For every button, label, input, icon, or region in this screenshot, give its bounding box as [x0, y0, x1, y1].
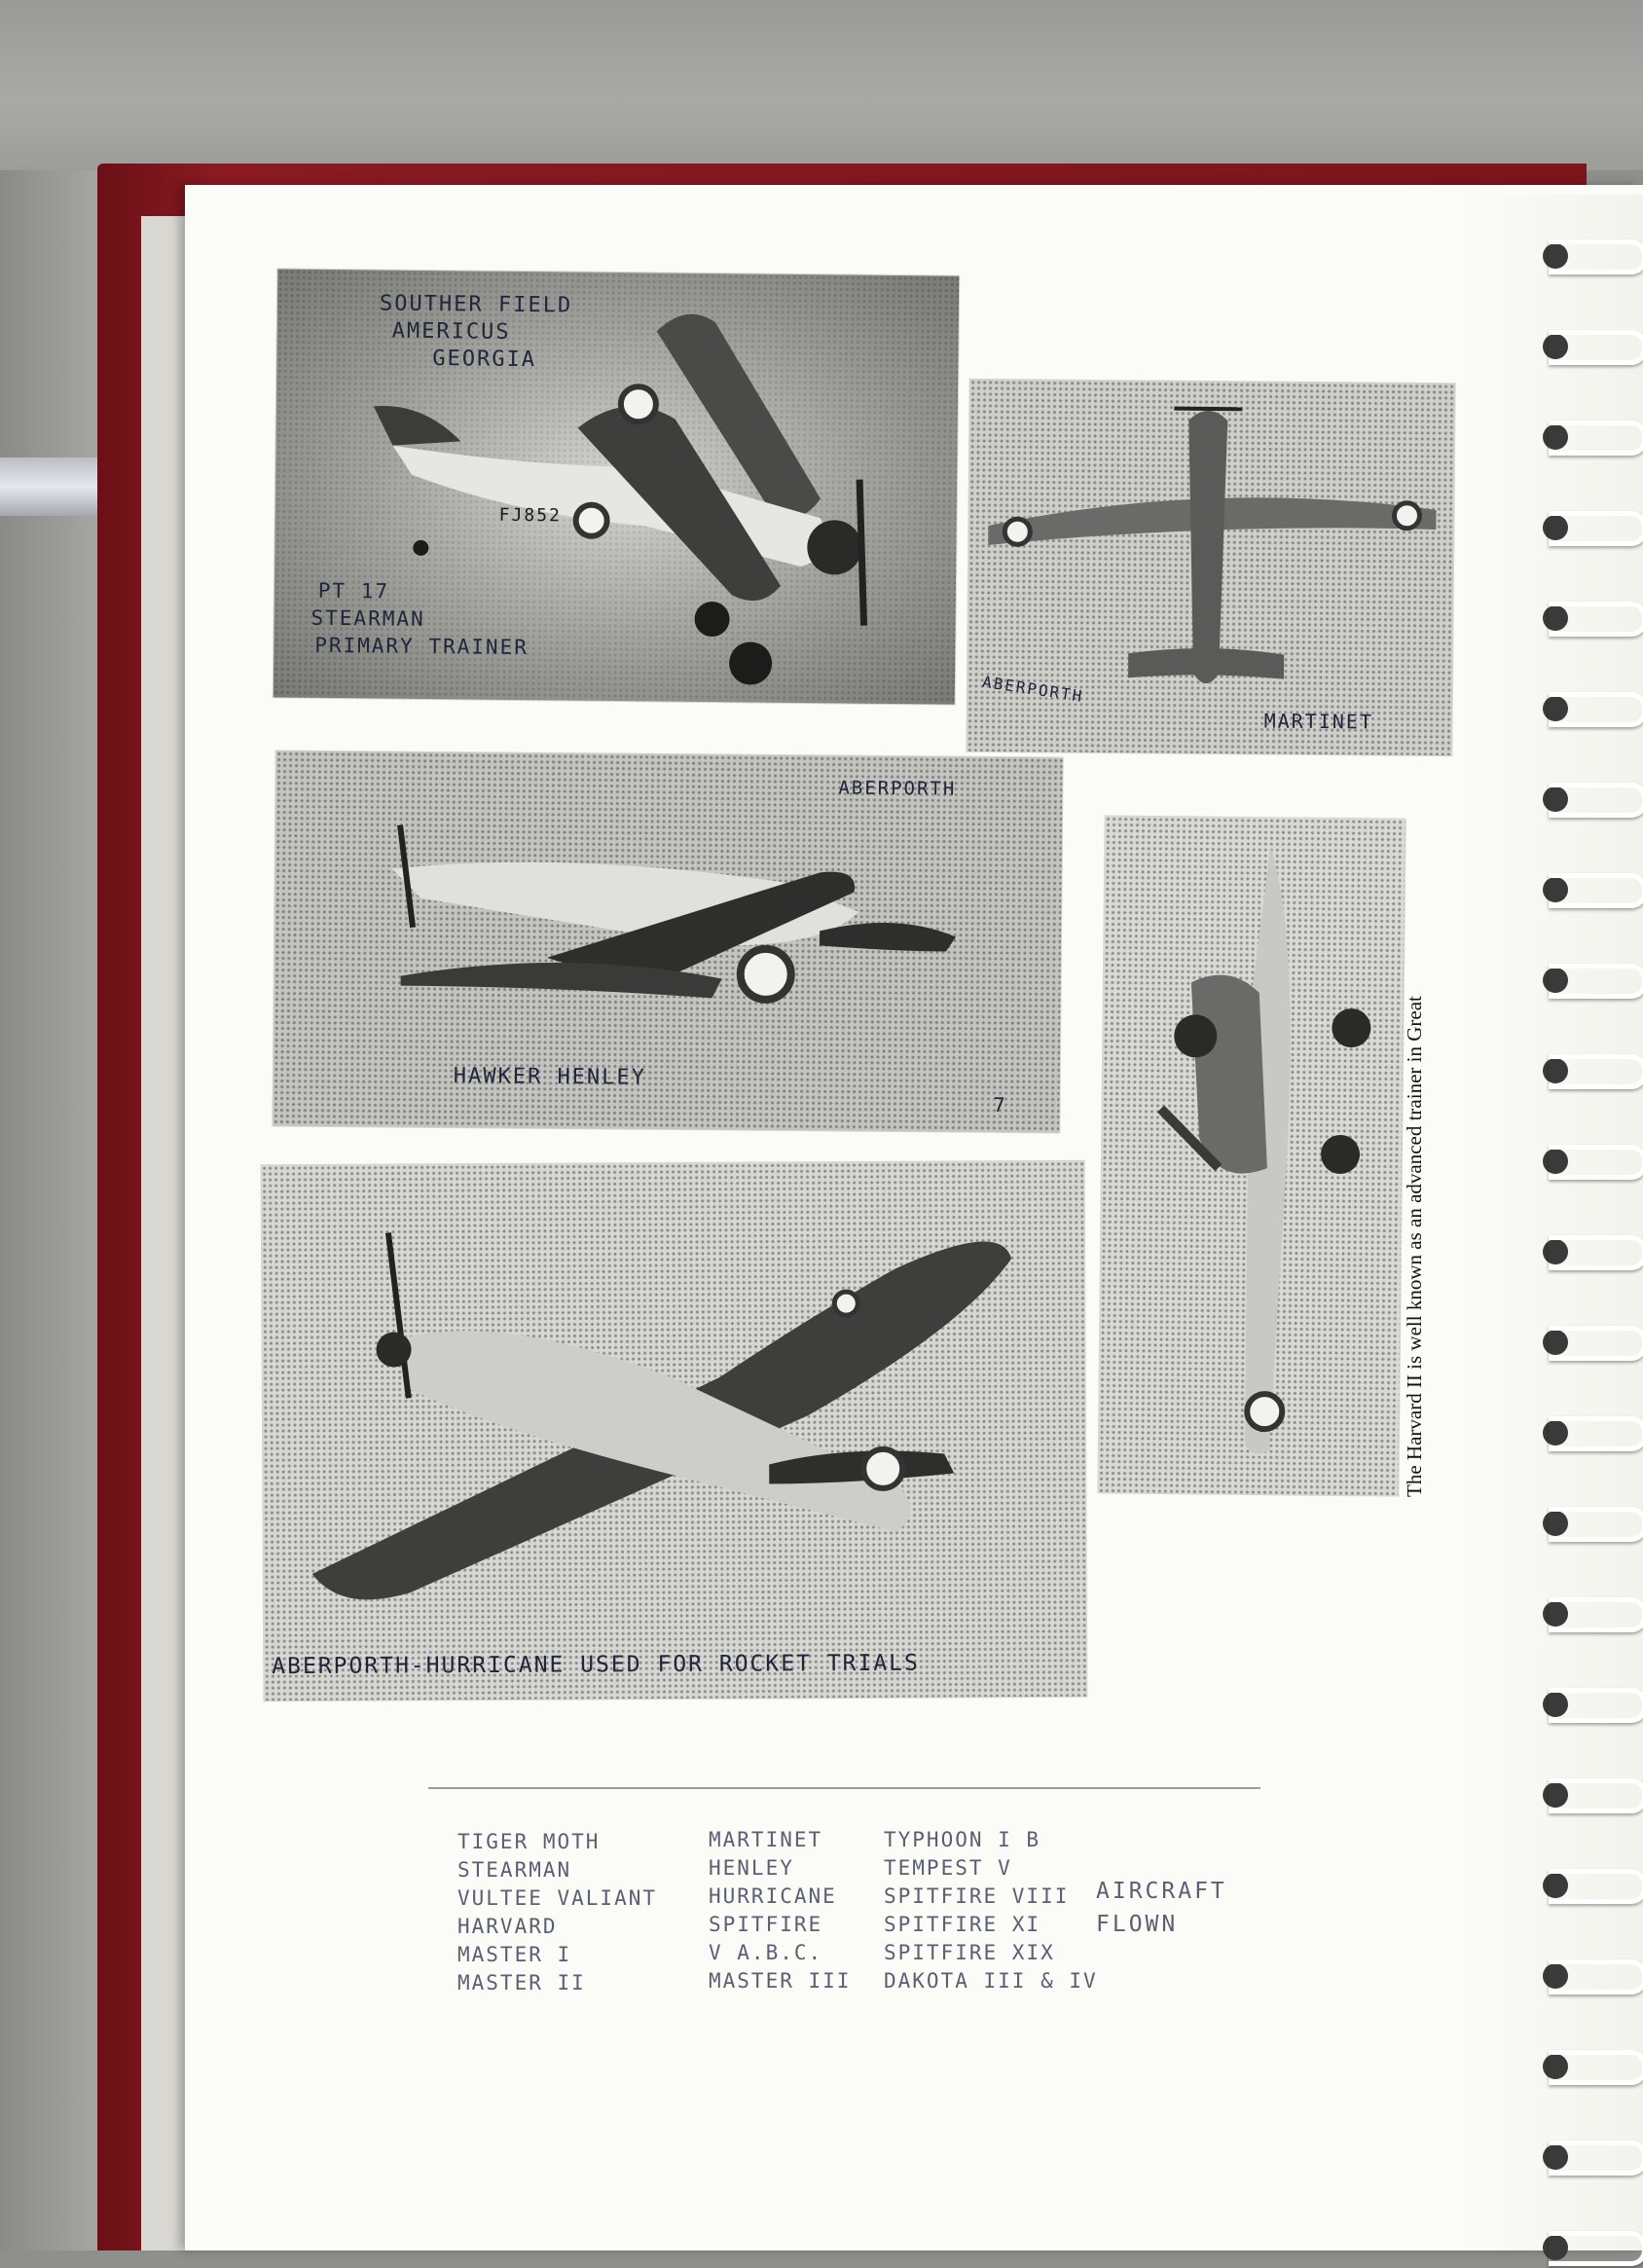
- spiral-binding-ring-icon: [1533, 415, 1640, 457]
- aircraft-entry: MASTER I: [457, 1943, 572, 1966]
- photo-henley: [273, 750, 1062, 1132]
- harvard-printed-caption: The Harvard II is well known as an advanced trainer in Great: [1403, 996, 1426, 1497]
- stearman-location-line-3: GEORGIA: [432, 347, 537, 373]
- photo-hurricane: [262, 1161, 1087, 1701]
- henley-aircraft-icon: [273, 750, 1062, 1132]
- aircraft-entry: HURRICANE: [709, 1884, 837, 1908]
- spiral-binding-ring-icon: [1533, 505, 1640, 548]
- label-line: FLOWN: [1096, 1912, 1179, 1937]
- aircraft-entry: SPITFIRE XI: [884, 1913, 1041, 1936]
- spiral-binding-ring-icon: [1533, 1501, 1640, 1544]
- spiral-binding: [1533, 234, 1643, 2239]
- aircraft-entry: TEMPEST V: [884, 1856, 1012, 1880]
- spiral-binding-ring-icon: [1533, 1773, 1640, 1815]
- aircraft-flown-label: [1096, 1875, 1227, 1941]
- section-divider: [428, 1787, 1260, 1789]
- spiral-binding-ring-icon: [1533, 2225, 1640, 2268]
- stearman-location-line-1: SOUTHER FIELD: [379, 291, 573, 318]
- photo-harvard: [1098, 816, 1405, 1495]
- aircraft-entry: DAKOTA III & IV: [884, 1969, 1098, 1993]
- scanner-light-strip: [0, 457, 97, 516]
- spiral-binding-ring-icon: [1533, 324, 1640, 367]
- spiral-binding-ring-icon: [1533, 1863, 1640, 1906]
- aircraft-entry: V A.B.C.: [709, 1941, 823, 1964]
- aircraft-entry: VULTEE VALIANT: [457, 1886, 658, 1910]
- aircraft-entry: SPITFIRE XIX: [884, 1941, 1055, 1964]
- scanner-background: [0, 0, 1643, 170]
- aircraft-entry: HARVARD: [457, 1915, 558, 1938]
- spiral-binding-ring-icon: [1533, 1139, 1640, 1182]
- spiral-binding-ring-icon: [1533, 1229, 1640, 1272]
- spiral-binding-ring-icon: [1533, 1320, 1640, 1363]
- spiral-binding-ring-icon: [1533, 1591, 1640, 1634]
- spiral-binding-ring-icon: [1533, 686, 1640, 729]
- spiral-binding-ring-icon: [1533, 958, 1640, 1001]
- henley-corner-mark: 7: [993, 1092, 1007, 1117]
- hurricane-caption: ABERPORTH-HURRICANE USED FOR ROCKET TRIALS: [272, 1650, 920, 1680]
- stearman-caption-line-1: PT 17: [317, 578, 390, 604]
- henley-location: ABERPORTH: [838, 777, 957, 800]
- aircraft-entry: SPITFIRE: [709, 1913, 823, 1936]
- photo-martinet: [967, 380, 1454, 755]
- martinet-location: ABERPORTH: [981, 672, 1085, 707]
- aircraft-entry: STEARMAN: [457, 1858, 572, 1882]
- aircraft-entry: HENLEY: [709, 1856, 794, 1880]
- spiral-binding-ring-icon: [1533, 1410, 1640, 1453]
- spiral-binding-ring-icon: [1533, 1048, 1640, 1091]
- aircraft-entry: MARTINET: [709, 1828, 823, 1851]
- hurricane-aircraft-icon: [262, 1161, 1087, 1701]
- label-line: AIRCRAFT: [1096, 1879, 1227, 1904]
- stearman-caption-line-2: STEARMAN: [310, 605, 425, 631]
- aircraft-entry: MASTER III: [709, 1969, 852, 1993]
- stearman-serial: FJ852: [498, 504, 562, 527]
- harvard-aircraft-icon: [1098, 816, 1405, 1495]
- spiral-binding-ring-icon: [1533, 1682, 1640, 1725]
- spiral-binding-ring-icon: [1533, 2135, 1640, 2177]
- stearman-location-line-2: AMERICUS: [391, 318, 511, 345]
- spiral-binding-ring-icon: [1533, 596, 1640, 639]
- aircraft-entry: TIGER MOTH: [457, 1830, 601, 1853]
- aircraft-entry: MASTER II: [457, 1971, 586, 1994]
- henley-caption: HAWKER HENLEY: [453, 1064, 647, 1090]
- spiral-binding-ring-icon: [1533, 867, 1640, 910]
- aircraft-column-2: [709, 1826, 851, 1995]
- martinet-caption: MARTINET: [1263, 709, 1374, 734]
- aircraft-entry: TYPHOON I B: [884, 1828, 1041, 1851]
- aircraft-entry: SPITFIRE VIII: [884, 1884, 1070, 1908]
- aircraft-column-1: [457, 1828, 657, 1997]
- spiral-binding-ring-icon: [1533, 777, 1640, 820]
- aircraft-column-3: [884, 1826, 1098, 1995]
- stearman-caption-line-3: PRIMARY TRAINER: [314, 633, 529, 660]
- spiral-binding-ring-icon: [1533, 2044, 1640, 2087]
- spiral-binding-ring-icon: [1533, 1954, 1640, 1996]
- photo-stearman: [274, 269, 960, 704]
- spiral-binding-ring-icon: [1533, 234, 1640, 276]
